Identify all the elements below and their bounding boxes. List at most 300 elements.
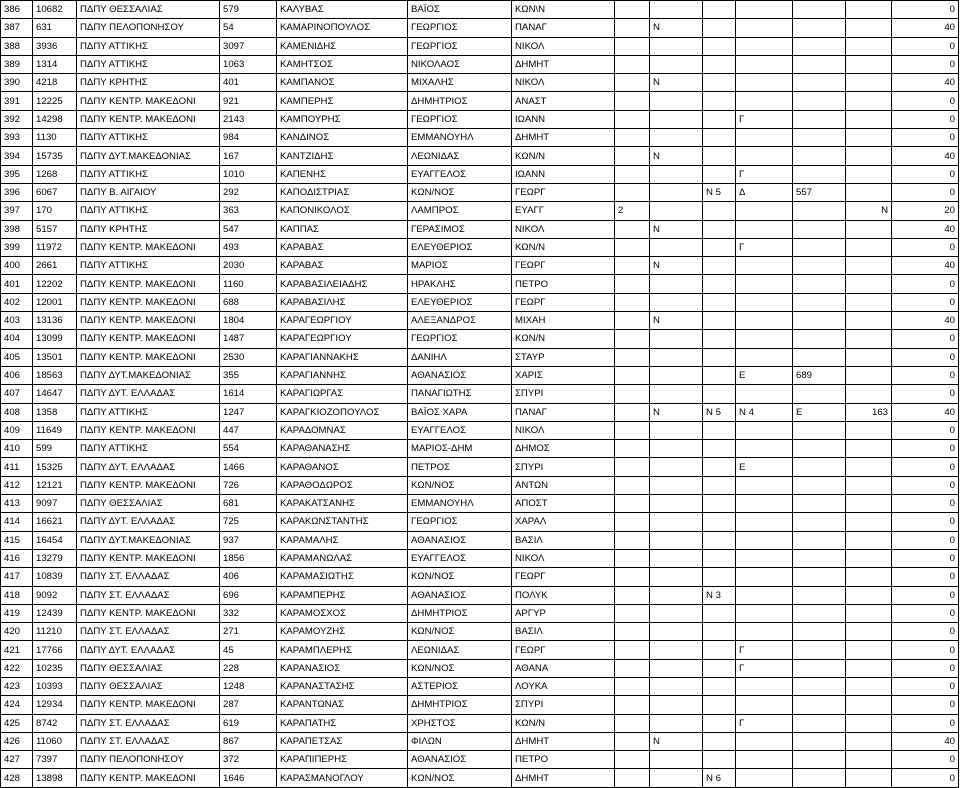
cell-flag-col-12 (793, 440, 846, 458)
cell-record-id: 14298 (33, 110, 77, 128)
cell-flag-col-9 (650, 110, 703, 128)
cell-father-name: ΔΗΜΗΤ (512, 769, 615, 787)
table-row (1, 74, 959, 92)
cell-flag-col-12 (793, 348, 846, 366)
cell-flag-col-12 (793, 293, 846, 311)
table-row (1, 513, 959, 531)
cell-total: 40 (892, 257, 959, 275)
cell-record-id: 6067 (33, 183, 77, 201)
cell-registry-no: 1487 (220, 330, 277, 348)
cell-flag-col-12 (793, 312, 846, 330)
table-row (1, 769, 959, 787)
cell-flag-col-8 (615, 732, 650, 750)
cell-surname: ΚΑΡΑΘΟΔΩΡΟΣ (277, 476, 408, 494)
cell-registry-no: 332 (220, 604, 277, 622)
cell-flag-col-13 (846, 751, 892, 769)
cell-row-index: 413 (1, 495, 33, 513)
cell-first-name: ΑΘΑΝΑΣΙΟΣ (408, 751, 512, 769)
cell-registry-no: 688 (220, 293, 277, 311)
cell-record-id: 10839 (33, 568, 77, 586)
cell-surname: ΚΑΡΑΜΠΕΡΗΣ (277, 586, 408, 604)
table-row (1, 751, 959, 769)
cell-record-id: 12121 (33, 476, 77, 494)
cell-flag-col-12 (793, 147, 846, 165)
cell-row-index: 423 (1, 677, 33, 695)
cell-row-index: 421 (1, 641, 33, 659)
cell-flag-col-12 (793, 549, 846, 567)
cell-flag-col-12 (793, 220, 846, 238)
cell-first-name: ΓΕΩΡΓΙΟΣ (408, 19, 512, 37)
cell-row-index: 389 (1, 55, 33, 73)
cell-flag-col-10: Ν 5 (703, 403, 736, 421)
cell-registry-no: 3097 (220, 37, 277, 55)
cell-surname: ΚΑΡΑΓΕΩΡΓΙΟΥ (277, 330, 408, 348)
cell-flag-col-11 (736, 696, 793, 714)
table-row (1, 440, 959, 458)
cell-region: ΠΔΠΥ ΑΤΤΙΚΗΣ (77, 257, 220, 275)
cell-record-id: 1358 (33, 403, 77, 421)
cell-flag-col-12 (793, 623, 846, 641)
cell-flag-col-11 (736, 476, 793, 494)
cell-father-name: ΑΘΑΝΑ (512, 659, 615, 677)
table-row (1, 568, 959, 586)
cell-first-name: ΑΘΑΝΑΣΙΟΣ (408, 366, 512, 384)
cell-flag-col-13 (846, 677, 892, 695)
cell-flag-col-12 (793, 476, 846, 494)
cell-region: ΠΔΠΥ ΚΕΝΤΡ. ΜΑΚΕΔΟΝΙ (77, 293, 220, 311)
cell-flag-col-11 (736, 275, 793, 293)
cell-total: 0 (892, 275, 959, 293)
cell-flag-col-13 (846, 37, 892, 55)
cell-flag-col-10 (703, 312, 736, 330)
table-row (1, 641, 959, 659)
cell-father-name: ΣΤΑΥΡ (512, 348, 615, 366)
cell-flag-col-13 (846, 257, 892, 275)
cell-registry-no: 2530 (220, 348, 277, 366)
table-row (1, 293, 959, 311)
cell-total: 40 (892, 403, 959, 421)
cell-flag-col-13 (846, 696, 892, 714)
cell-region: ΠΔΠΥ ΔΥΤ.ΜΑΚΕΔΟΝΙΑΣ (77, 531, 220, 549)
cell-flag-col-8 (615, 641, 650, 659)
cell-row-index: 406 (1, 366, 33, 384)
cell-row-index: 390 (1, 74, 33, 92)
cell-registry-no: 363 (220, 202, 277, 220)
cell-flag-col-10 (703, 55, 736, 73)
cell-total: 40 (892, 732, 959, 750)
cell-flag-col-13 (846, 312, 892, 330)
cell-region: ΠΔΠΥ ΔΥΤ. ΕΛΛΑΔΑΣ (77, 385, 220, 403)
cell-row-index: 418 (1, 586, 33, 604)
cell-flag-col-13 (846, 476, 892, 494)
cell-registry-no: 447 (220, 421, 277, 439)
cell-registry-no: 554 (220, 440, 277, 458)
cell-flag-col-8 (615, 421, 650, 439)
table-row (1, 312, 959, 330)
cell-surname: ΚΑΡΑΜΑΣΙΩΤΗΣ (277, 568, 408, 586)
table-row (1, 129, 959, 147)
cell-record-id: 1268 (33, 165, 77, 183)
cell-flag-col-11 (736, 769, 793, 787)
cell-flag-col-10 (703, 110, 736, 128)
cell-row-index: 392 (1, 110, 33, 128)
cell-flag-col-13 (846, 385, 892, 403)
table-row (1, 275, 959, 293)
cell-flag-col-10: Ν 5 (703, 183, 736, 201)
cell-flag-col-11: Ν 4 (736, 403, 793, 421)
cell-flag-col-11 (736, 495, 793, 513)
cell-registry-no: 2030 (220, 257, 277, 275)
cell-first-name: ΔΑΝΙΗΛ (408, 348, 512, 366)
cell-flag-col-12 (793, 495, 846, 513)
cell-total: 0 (892, 129, 959, 147)
cell-flag-col-10 (703, 348, 736, 366)
cell-flag-col-12 (793, 257, 846, 275)
cell-flag-col-12 (793, 568, 846, 586)
cell-first-name: ΕΥΑΓΓΕΛΟΣ (408, 549, 512, 567)
cell-first-name: ΔΗΜΗΤΡΙΟΣ (408, 696, 512, 714)
cell-registry-no: 493 (220, 238, 277, 256)
cell-surname: ΚΑΡΑΜΟΥΖΗΣ (277, 623, 408, 641)
cell-record-id: 10393 (33, 677, 77, 695)
cell-record-id: 13099 (33, 330, 77, 348)
cell-flag-col-9: Ν (650, 312, 703, 330)
cell-flag-col-13 (846, 732, 892, 750)
cell-flag-col-8 (615, 659, 650, 677)
cell-first-name: ΜΑΡΙΟΣ-ΔΗΜ (408, 440, 512, 458)
cell-flag-col-9 (650, 37, 703, 55)
cell-flag-col-9 (650, 714, 703, 732)
table-row (1, 696, 959, 714)
cell-father-name: ΣΠΥΡΙ (512, 385, 615, 403)
cell-flag-col-12 (793, 55, 846, 73)
cell-row-index: 415 (1, 531, 33, 549)
cell-record-id: 599 (33, 440, 77, 458)
cell-total: 0 (892, 495, 959, 513)
cell-flag-col-10 (703, 275, 736, 293)
cell-flag-col-9 (650, 183, 703, 201)
table-row (1, 531, 959, 549)
cell-flag-col-9 (650, 586, 703, 604)
table-body (1, 1, 959, 788)
table-row (1, 677, 959, 695)
cell-first-name: ΛΕΩΝΙΔΑΣ (408, 147, 512, 165)
cell-father-name: ΔΗΜΗΤ (512, 732, 615, 750)
cell-father-name: ΜΙΧΑΗ (512, 312, 615, 330)
cell-flag-col-11 (736, 257, 793, 275)
cell-first-name: ΑΛΕΞΑΝΔΡΟΣ (408, 312, 512, 330)
cell-flag-col-8 (615, 696, 650, 714)
cell-flag-col-12 (793, 769, 846, 787)
cell-flag-col-9 (650, 92, 703, 110)
cell-flag-col-13 (846, 623, 892, 641)
cell-father-name: ΧΑΡΑΛ (512, 513, 615, 531)
cell-surname: ΚΑΡΑΓΙΩΡΓΑΣ (277, 385, 408, 403)
cell-flag-col-13 (846, 348, 892, 366)
cell-flag-col-12 (793, 641, 846, 659)
cell-father-name: ΚΩΝ/Ν (512, 147, 615, 165)
cell-flag-col-12 (793, 330, 846, 348)
cell-flag-col-10 (703, 92, 736, 110)
cell-first-name: ΚΩΝ/ΝΟΣ (408, 659, 512, 677)
cell-total: 40 (892, 19, 959, 37)
table-row (1, 659, 959, 677)
cell-father-name: ΛΟΥΚΑ (512, 677, 615, 695)
cell-flag-col-13 (846, 659, 892, 677)
cell-total: 0 (892, 531, 959, 549)
cell-father-name: ΧΑΡΙΣ (512, 366, 615, 384)
cell-flag-col-11 (736, 147, 793, 165)
cell-flag-col-9: Ν (650, 147, 703, 165)
cell-total: 20 (892, 202, 959, 220)
cell-father-name: ΒΑΣΙΛ (512, 531, 615, 549)
table-row (1, 586, 959, 604)
cell-flag-col-12 (793, 513, 846, 531)
cell-record-id: 8742 (33, 714, 77, 732)
cell-surname: ΚΑΠΕΝΗΣ (277, 165, 408, 183)
cell-registry-no: 579 (220, 1, 277, 19)
cell-surname: ΚΑΜΑΡΙΝΟΠΟΥΛΟΣ (277, 19, 408, 37)
cell-total: 0 (892, 440, 959, 458)
cell-flag-col-12 (793, 421, 846, 439)
cell-flag-col-12 (793, 37, 846, 55)
cell-row-index: 416 (1, 549, 33, 567)
cell-first-name: ΒΑΪΟΣ ΧΑΡΑ (408, 403, 512, 421)
cell-first-name: ΝΙΚΟΛΑΟΣ (408, 55, 512, 73)
cell-first-name: ΓΕΩΡΓΙΟΣ (408, 513, 512, 531)
cell-surname: ΚΑΜΗΤΣΟΣ (277, 55, 408, 73)
cell-region: ΠΔΠΥ ΔΥΤ. ΕΛΛΑΔΑΣ (77, 458, 220, 476)
cell-flag-col-9 (650, 165, 703, 183)
cell-flag-col-11 (736, 129, 793, 147)
cell-flag-col-12 (793, 92, 846, 110)
cell-father-name: ΕΥΑΓΓ (512, 202, 615, 220)
cell-flag-col-13 (846, 568, 892, 586)
cell-registry-no: 287 (220, 696, 277, 714)
cell-flag-col-9 (650, 458, 703, 476)
cell-flag-col-9 (650, 440, 703, 458)
cell-flag-col-13 (846, 495, 892, 513)
cell-registry-no: 725 (220, 513, 277, 531)
cell-father-name: ΙΩΑΝΝ (512, 110, 615, 128)
cell-flag-col-9 (650, 568, 703, 586)
cell-flag-col-9 (650, 677, 703, 695)
cell-flag-col-10 (703, 19, 736, 37)
cell-flag-col-12 (793, 604, 846, 622)
table-row (1, 495, 959, 513)
cell-first-name: ΚΩΝ/ΝΟΣ (408, 183, 512, 201)
cell-flag-col-10 (703, 238, 736, 256)
cell-row-index: 414 (1, 513, 33, 531)
cell-father-name: ΒΑΣΙΛ (512, 623, 615, 641)
cell-record-id: 11210 (33, 623, 77, 641)
cell-registry-no: 406 (220, 568, 277, 586)
cell-flag-col-8 (615, 330, 650, 348)
cell-flag-col-8 (615, 549, 650, 567)
cell-total: 0 (892, 623, 959, 641)
cell-flag-col-10 (703, 458, 736, 476)
cell-region: ΠΔΠΥ ΣΤ. ΕΛΛΑΔΑΣ (77, 623, 220, 641)
cell-father-name: ΑΡΓΥΡ (512, 604, 615, 622)
cell-row-index: 404 (1, 330, 33, 348)
cell-total: 40 (892, 312, 959, 330)
cell-first-name: ΚΩΝ/ΝΟΣ (408, 769, 512, 787)
cell-total: 0 (892, 677, 959, 695)
cell-region: ΠΔΠΥ ΑΤΤΙΚΗΣ (77, 403, 220, 421)
cell-record-id: 2661 (33, 257, 77, 275)
cell-surname: ΚΑΡΑΚΑΤΣΑΝΗΣ (277, 495, 408, 513)
cell-flag-col-8 (615, 714, 650, 732)
cell-region: ΠΔΠΥ ΘΕΣΣΑΛΙΑΣ (77, 1, 220, 19)
cell-row-index: 417 (1, 568, 33, 586)
cell-row-index: 426 (1, 732, 33, 750)
cell-registry-no: 355 (220, 366, 277, 384)
cell-flag-col-12: 557 (793, 183, 846, 201)
cell-flag-col-11 (736, 751, 793, 769)
cell-registry-no: 372 (220, 751, 277, 769)
cell-total: 0 (892, 165, 959, 183)
cell-surname: ΚΑΡΑΒΑΣ (277, 238, 408, 256)
table-row (1, 55, 959, 73)
cell-total: 0 (892, 110, 959, 128)
cell-flag-col-11: Ε (736, 458, 793, 476)
cell-flag-col-9 (650, 513, 703, 531)
cell-flag-col-13 (846, 293, 892, 311)
cell-flag-col-8 (615, 293, 650, 311)
cell-flag-col-10 (703, 421, 736, 439)
cell-registry-no: 1010 (220, 165, 277, 183)
cell-flag-col-13 (846, 147, 892, 165)
cell-registry-no: 726 (220, 476, 277, 494)
cell-region: ΠΔΠΥ ΔΥΤ.ΜΑΚΕΔΟΝΙΑΣ (77, 366, 220, 384)
cell-surname: ΚΑΡΑΓΚΙΟΖΟΠΟΥΛΟΣ (277, 403, 408, 421)
cell-region: ΠΔΠΥ ΔΥΤ. ΕΛΛΑΔΑΣ (77, 641, 220, 659)
cell-total: 0 (892, 92, 959, 110)
cell-total: 0 (892, 751, 959, 769)
cell-row-index: 391 (1, 92, 33, 110)
table-row (1, 37, 959, 55)
cell-flag-col-11 (736, 604, 793, 622)
cell-total: 0 (892, 549, 959, 567)
cell-flag-col-13 (846, 531, 892, 549)
cell-row-index: 394 (1, 147, 33, 165)
cell-record-id: 11060 (33, 732, 77, 750)
cell-flag-col-8 (615, 74, 650, 92)
cell-surname: ΚΑΛΥΒΑΣ (277, 1, 408, 19)
cell-region: ΠΔΠΥ ΚΕΝΤΡ. ΜΑΚΕΔΟΝΙ (77, 421, 220, 439)
cell-record-id: 15325 (33, 458, 77, 476)
cell-total: 0 (892, 238, 959, 256)
cell-flag-col-12 (793, 165, 846, 183)
cell-record-id: 631 (33, 19, 77, 37)
cell-row-index: 405 (1, 348, 33, 366)
cell-surname: ΚΑΡΑΓΕΩΡΓΙΟΥ (277, 312, 408, 330)
cell-registry-no: 228 (220, 659, 277, 677)
cell-first-name: ΕΥΑΓΓΕΛΟΣ (408, 165, 512, 183)
cell-flag-col-11: Γ (736, 714, 793, 732)
cell-flag-col-11 (736, 568, 793, 586)
cell-total: 0 (892, 641, 959, 659)
cell-flag-col-9 (650, 385, 703, 403)
table-row (1, 403, 959, 421)
table-row (1, 623, 959, 641)
cell-total: 0 (892, 421, 959, 439)
cell-flag-col-9: Ν (650, 403, 703, 421)
cell-flag-col-8 (615, 531, 650, 549)
cell-row-index: 399 (1, 238, 33, 256)
cell-flag-col-10 (703, 476, 736, 494)
cell-flag-col-8 (615, 568, 650, 586)
cell-registry-no: 1063 (220, 55, 277, 73)
cell-flag-col-11 (736, 440, 793, 458)
table-row (1, 366, 959, 384)
cell-total: 0 (892, 55, 959, 73)
cell-flag-col-12 (793, 385, 846, 403)
cell-first-name: ΔΗΜΗΤΡΙΟΣ (408, 92, 512, 110)
cell-flag-col-8: 2 (615, 202, 650, 220)
cell-first-name: ΧΡΗΣΤΟΣ (408, 714, 512, 732)
cell-flag-col-11 (736, 55, 793, 73)
cell-surname: ΚΑΠΟΝΙΚΟΛΟΣ (277, 202, 408, 220)
cell-first-name: ΛΑΜΠΡΟΣ (408, 202, 512, 220)
cell-flag-col-9: Ν (650, 732, 703, 750)
cell-father-name: ΚΩΝ/Ν (512, 238, 615, 256)
cell-flag-col-13 (846, 586, 892, 604)
cell-registry-no: 1248 (220, 677, 277, 695)
cell-flag-col-10 (703, 220, 736, 238)
table-row (1, 714, 959, 732)
cell-flag-col-9 (650, 129, 703, 147)
cell-flag-col-8 (615, 495, 650, 513)
cell-flag-col-8 (615, 1, 650, 19)
table-row (1, 220, 959, 238)
cell-row-index: 408 (1, 403, 33, 421)
cell-record-id: 16621 (33, 513, 77, 531)
cell-father-name: ΓΕΩΡΓ (512, 257, 615, 275)
cell-flag-col-13 (846, 238, 892, 256)
cell-flag-col-12 (793, 531, 846, 549)
cell-flag-col-9 (650, 275, 703, 293)
cell-flag-col-10 (703, 385, 736, 403)
cell-region: ΠΔΠΥ ΑΤΤΙΚΗΣ (77, 55, 220, 73)
cell-flag-col-8 (615, 366, 650, 384)
cell-total: 0 (892, 696, 959, 714)
cell-father-name: ΑΝΑΣΤ (512, 92, 615, 110)
cell-flag-col-9 (650, 641, 703, 659)
cell-surname: ΚΑΡΑΠΕΤΣΑΣ (277, 732, 408, 750)
cell-flag-col-12 (793, 202, 846, 220)
cell-surname: ΚΑΡΑΒΑΣΙΛΗΣ (277, 293, 408, 311)
cell-flag-col-12 (793, 677, 846, 695)
table-row (1, 385, 959, 403)
cell-flag-col-12 (793, 751, 846, 769)
cell-first-name: ΑΣΤΕΡΙΟΣ (408, 677, 512, 695)
cell-flag-col-9 (650, 202, 703, 220)
cell-flag-col-10 (703, 330, 736, 348)
cell-record-id: 11649 (33, 421, 77, 439)
table-row (1, 330, 959, 348)
cell-row-index: 407 (1, 385, 33, 403)
cell-record-id: 170 (33, 202, 77, 220)
cell-flag-col-11: Γ (736, 165, 793, 183)
cell-flag-col-10 (703, 714, 736, 732)
cell-father-name: ΔΗΜΗΤ (512, 129, 615, 147)
cell-flag-col-12 (793, 74, 846, 92)
cell-record-id: 13501 (33, 348, 77, 366)
table-row (1, 238, 959, 256)
cell-total: 0 (892, 293, 959, 311)
cell-flag-col-11: Δ (736, 183, 793, 201)
